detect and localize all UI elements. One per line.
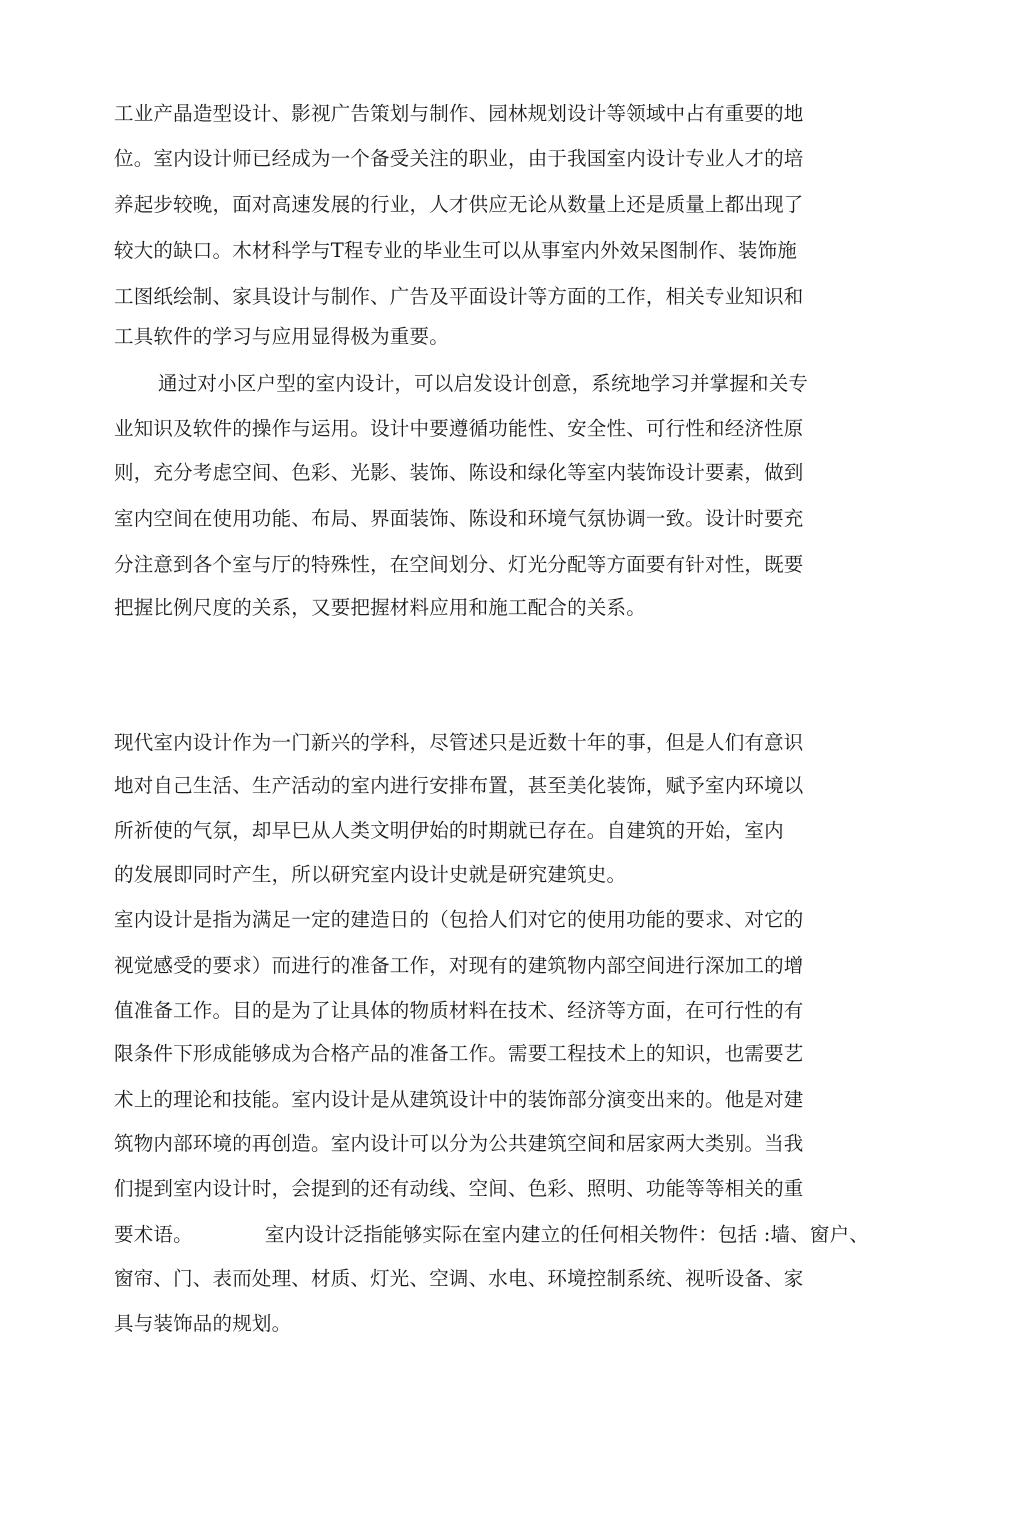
paragraph-line: 分注意到各个室与厅的特殊性，在空间划分、灯光分配等方面要有针对性，既要 bbox=[114, 553, 804, 576]
paragraph-line: 工业产晶造型设计、影视广告策划与制作、园林规划设计等领域中占有重要的地 bbox=[114, 102, 804, 125]
paragraph-line: 工图纸绘制、家具设计与制作、广告及平面设计等方面的工作，相关专业知识和 bbox=[114, 285, 804, 308]
paragraph-line: 术上的理论和技能。室内设计是从建筑设计中的装饰部分演变出来的。他是对建 bbox=[114, 1088, 804, 1111]
paragraph-line: 地对自己生活、生产活动的室内进行安排布置，甚至美化装饰，赋予室内环境以 bbox=[114, 774, 804, 797]
paragraph-line: 较大的缺口。木材科学与T程专业的毕业生可以从事室内外效呆图制作、装饰施 bbox=[114, 239, 798, 262]
paragraph-line: 所祈使的气氛，却早巳从人类文明伊始的时期就已存在。自建筑的开始，室内 bbox=[114, 819, 784, 842]
paragraph-line: 位。室内设计师已经成为一个备受关注的职业，由于我国室内设计专业人才的培 bbox=[114, 147, 804, 170]
paragraph-line: 视觉感受的要求）而进行的准备工作，对现有的建筑物内部空间进行深加工的增 bbox=[114, 954, 804, 977]
paragraph-line: 室内空间在使用功能、布局、界面装饰、陈设和环境气氛协调一致。设计时要充 bbox=[114, 507, 804, 530]
paragraph-line: 们提到室内设计时，会提到的还有动线、空间、色彩、照明、功能等等相关的重 bbox=[114, 1177, 804, 1200]
split-line-left: 要术语。 bbox=[114, 1223, 193, 1246]
split-line-right: 室内设计泛指能够实际在室内建立的任何相关物件：包括 :墙、窗户、 bbox=[264, 1223, 869, 1246]
paragraph-line: 则，充分考虑空间、色彩、光影、装饰、陈设和绿化等室内装饰设计要素，做到 bbox=[114, 461, 804, 484]
paragraph-line: 养起步较晚，面对高速发展的行业，人才供应无论从数量上还是质量上都出现了 bbox=[114, 193, 804, 216]
paragraph-line: 工具软件的学习与应用显得极为重要。 bbox=[114, 325, 449, 348]
paragraph-line: 限条件下形成能够成为合格产品的准备工作。需要工程技术上的知识，也需要艺 bbox=[114, 1042, 804, 1065]
paragraph-line: 把握比例尺度的关系，又要把握材料应用和施工配合的关系。 bbox=[114, 596, 646, 619]
paragraph-line: 室内设计是指为满足一定的建造日的（包拾人们对它的使用功能的要求、对它的 bbox=[114, 908, 804, 931]
paragraph-split-line bbox=[114, 1222, 869, 1248]
paragraph-line: 窗帘、门、表而处理、材质、灯光、空调、水电、环境控制系统、视听设备、家 bbox=[114, 1267, 804, 1290]
paragraph-line: 具与装饰品的规划。 bbox=[114, 1312, 292, 1335]
paragraph-line: 现代室内设计作为一门新兴的学科，尽管述只是近数十年的事，但是人们有意识 bbox=[114, 731, 804, 754]
paragraph-line: 的发展即同时产生，所以研究室内设计史就是研究建筑史。 bbox=[114, 863, 627, 886]
paragraph-line: 业知识及软件的操作与运用。设计中要遵循功能性、安全性、可行性和经济性原 bbox=[114, 417, 804, 440]
paragraph-line: 通过对小区户型的室内设计，可以启发设计创意，系统地学习并掌握和关专 bbox=[158, 372, 809, 395]
paragraph-line: 筑物内部环境的再创造。室内设计可以分为公共建筑空间和居家两大类别。当我 bbox=[114, 1132, 804, 1155]
paragraph-line: 值准备工作。目的是为了让具体的物质材料在技术、经济等方面，在可行性的有 bbox=[114, 999, 804, 1022]
